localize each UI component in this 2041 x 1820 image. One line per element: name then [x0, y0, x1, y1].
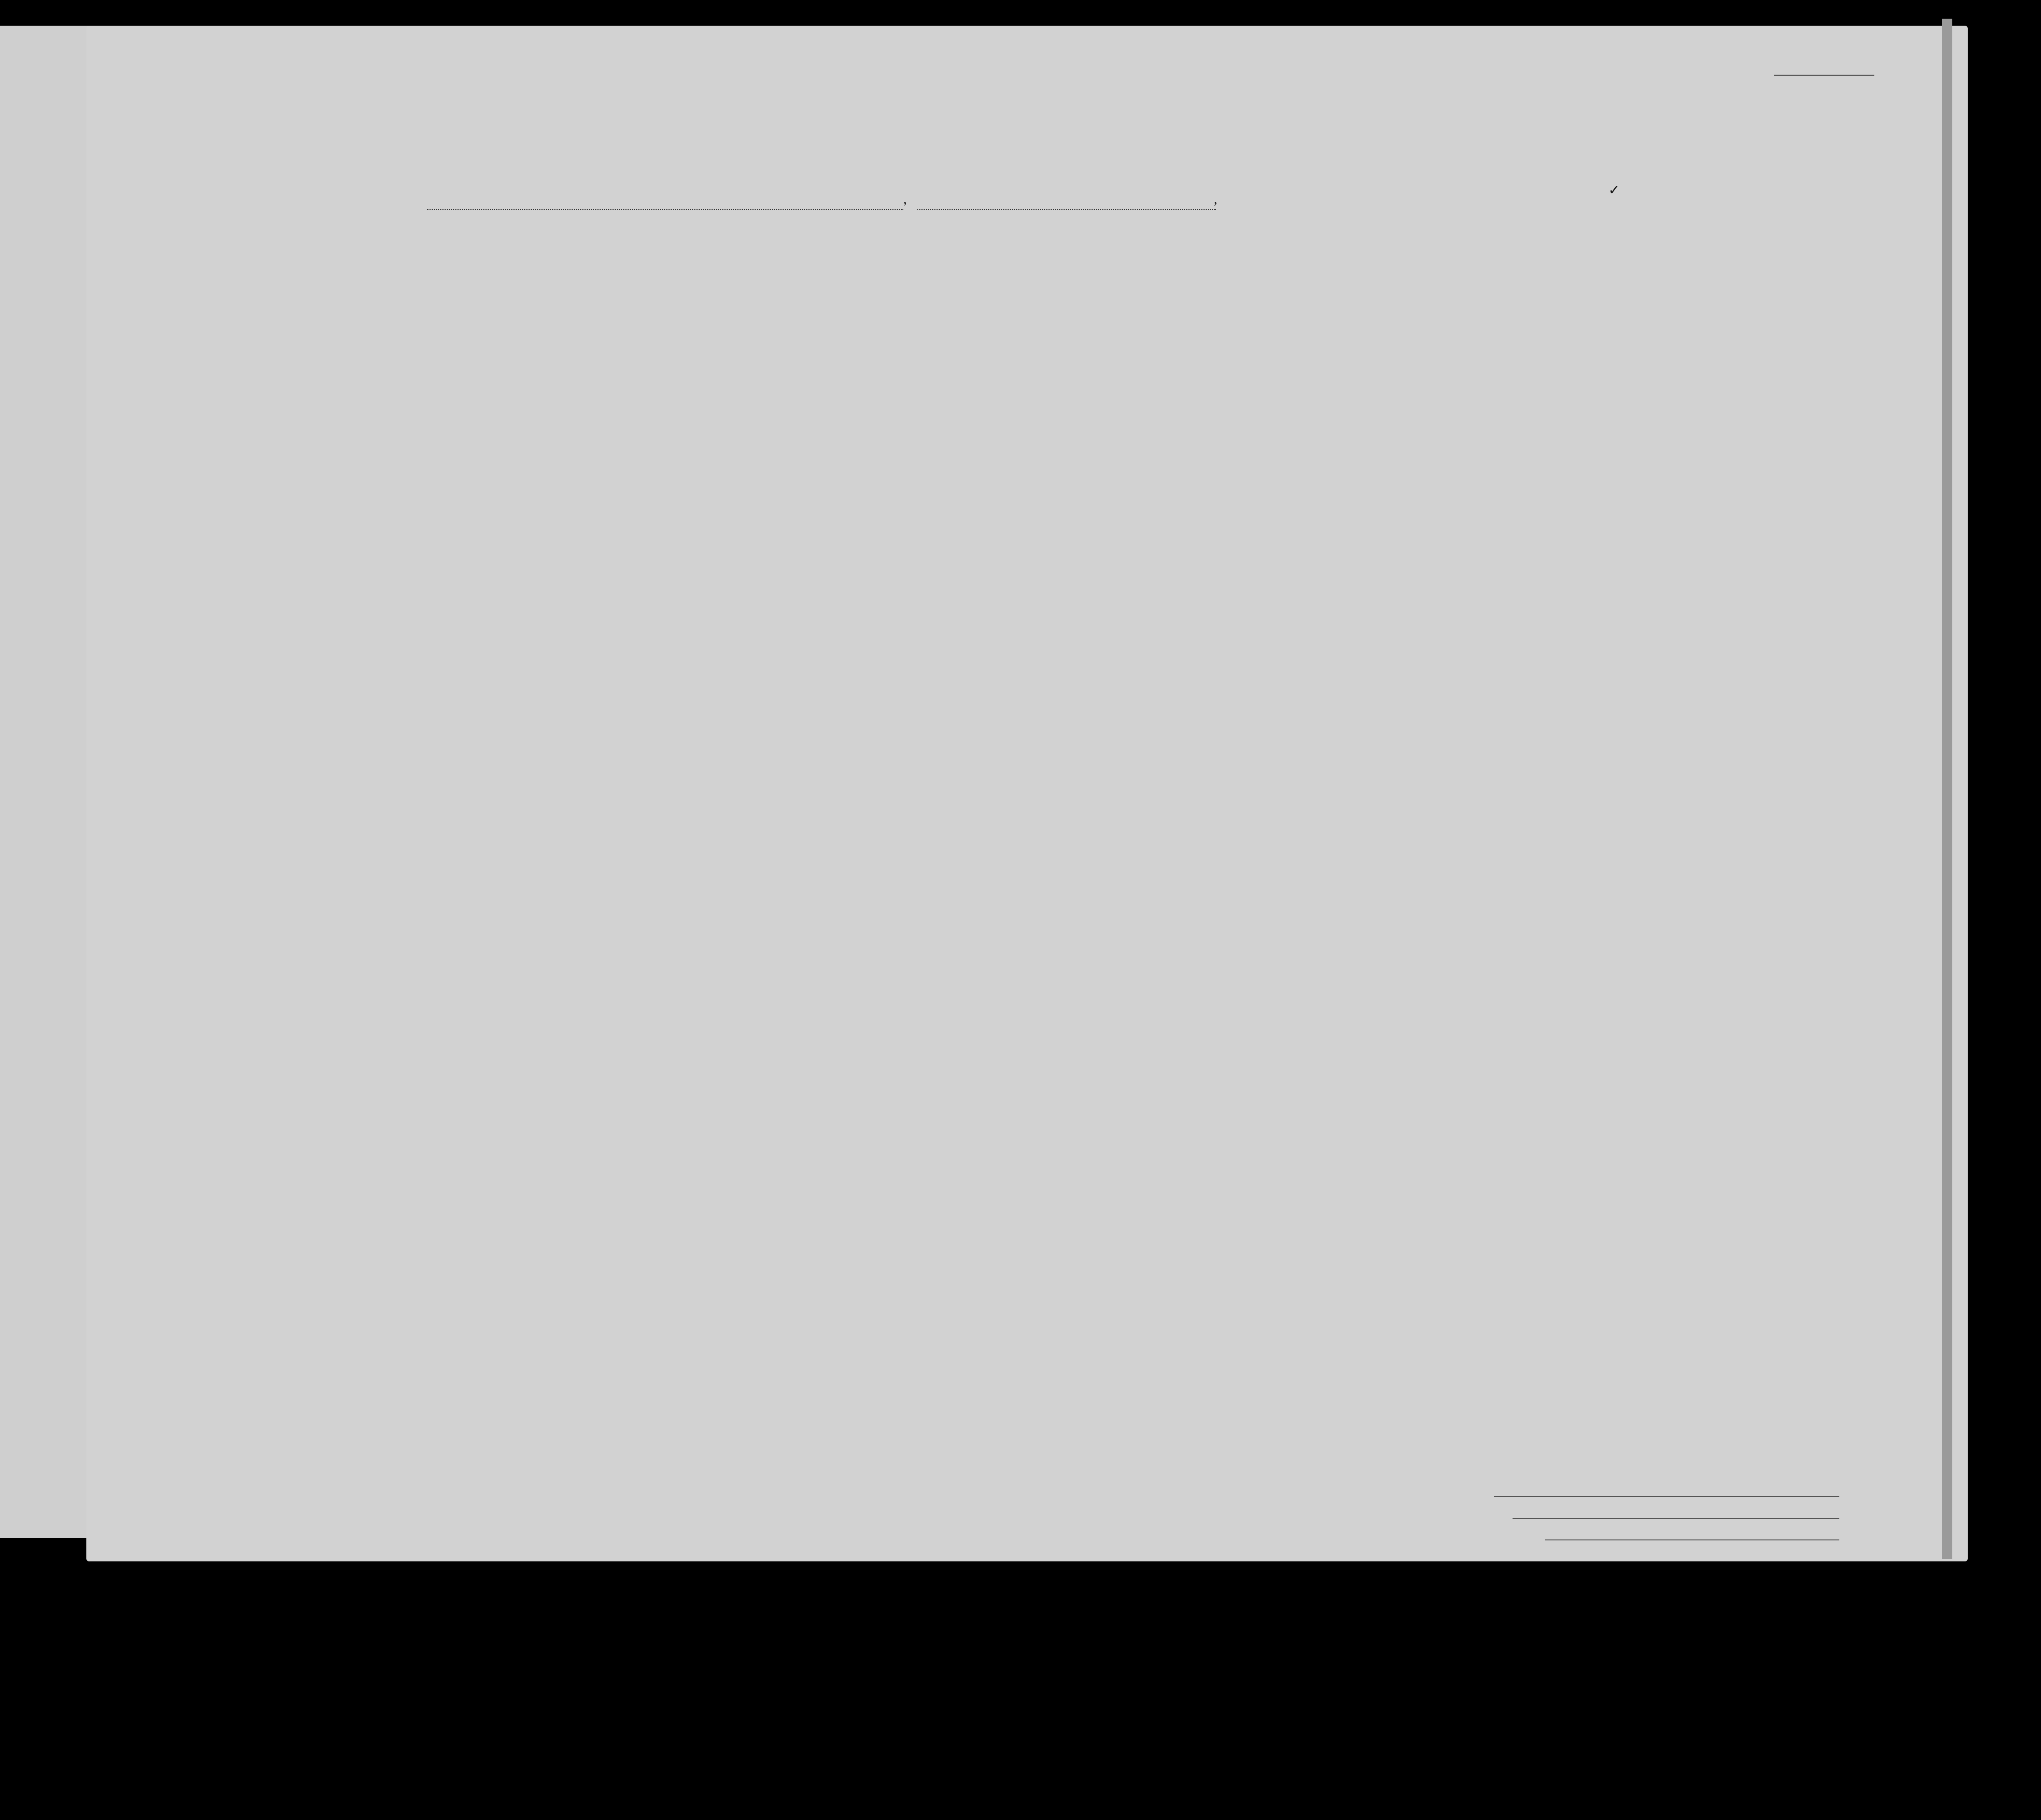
- date-line: [917, 209, 1216, 210]
- list-number: [1774, 75, 1874, 76]
- manifest-sheet: [86, 26, 1968, 1561]
- port-line: [427, 209, 903, 210]
- comma-mark: ,: [903, 191, 907, 207]
- agents-field: [1545, 1539, 1839, 1540]
- check-mark: ✓: [1608, 183, 1620, 198]
- page-edge: [1942, 19, 1952, 1559]
- comma-mark-2: ,: [1214, 191, 1218, 207]
- owners-field: [1513, 1518, 1839, 1519]
- previous-page-strip: [0, 26, 92, 1538]
- line-field: [1494, 1496, 1839, 1497]
